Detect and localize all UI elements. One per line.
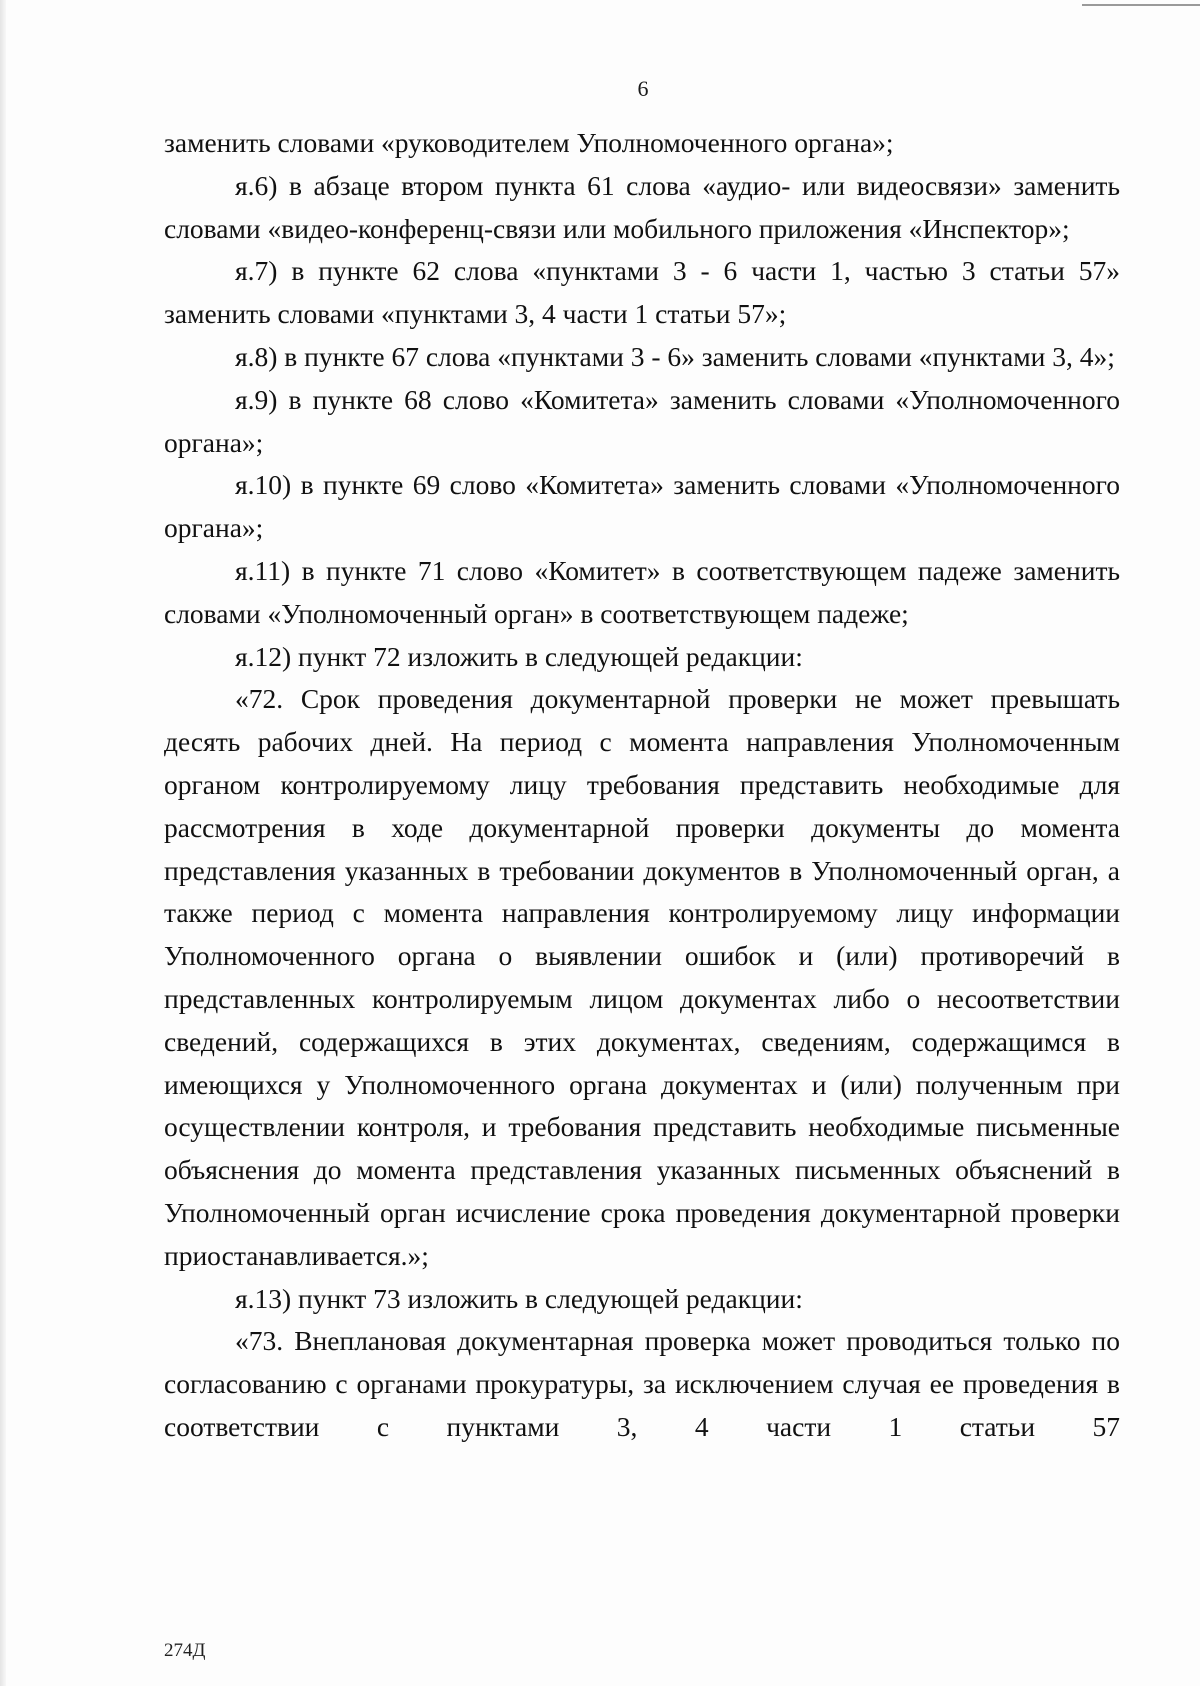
paragraph: я.6) в абзаце втором пункта 61 слова «аудио- или видеосвязи» заменить словами «видео-конференц-связи или мобильного приложения «Инспектор»; [164, 169, 1120, 244]
paragraph: заменить словами «руководителем Уполномоченного органа»; [164, 127, 894, 158]
paragraph: я.13) пункт 73 изложить в следующей редакции: [235, 1282, 803, 1314]
paragraph: я.12) пункт 72 изложить в следующей редакции: [235, 640, 803, 672]
paragraph: «72. Срок проведения документарной проверки не может превышать десять рабочих дней. На период с момента направления Уполномоченным органом контролируемому лицу требования представить необходимые для рассмотрения в ходе документарной проверки документы до момента представления указанных в требовании документов в Уполномоченный орган, а также период с момента направления контролируемому лицу информации Уполномоченного органа о выявлении ошибок и (или) противоречий в представленных контролируемым лицом документах либо о несоответствии сведений, содержащихся в этих документах, сведениям, содержащимся в имеющихся у Уполномоченного органа документах и (или) полученным при осуществлении контроля, и требования представить необходимые письменные объяснения до момента представления указанных письменных объяснений в Уполномоченный орган исчисление срока проведения документарной проверки приостанавливается.»; [164, 683, 1120, 1271]
scan-edge [0, 0, 6, 1686]
document-body [164, 122, 1120, 1449]
paragraph: я.8) в пункте 67 слова «пунктами 3 - 6» заменить словами «пунктами 3, 4»; [235, 340, 1115, 372]
paragraph: я.11) в пункте 71 слово «Комитет» в соответствующем падеже заменить словами «Уполномоченный орган» в соответствующем падеже; [164, 554, 1120, 629]
top-edge-line [1082, 4, 1200, 6]
paragraph: я.9) в пункте 68 слово «Комитета» заменить словами «Уполномоченного органа»; [164, 383, 1120, 458]
paragraph: «73. Внеплановая документарная проверка может проводиться только по согласованию с органами прокуратуры, за исключением случая ее проведения в соответствии с пунктами 3, 4 части 1 статьи 57 [164, 1325, 1120, 1442]
paragraph: я.10) в пункте 69 слово «Комитета» заменить словами «Уполномоченного органа»; [164, 469, 1120, 544]
footer-code: 274Д [164, 1640, 206, 1661]
page-number: 6 [637, 76, 649, 101]
paragraph: я.7) в пункте 62 слова «пунктами 3 - 6 части 1, частью 3 статьи 57» заменить словами «пунктами 3, 4 части 1 статьи 57»; [164, 255, 1120, 330]
